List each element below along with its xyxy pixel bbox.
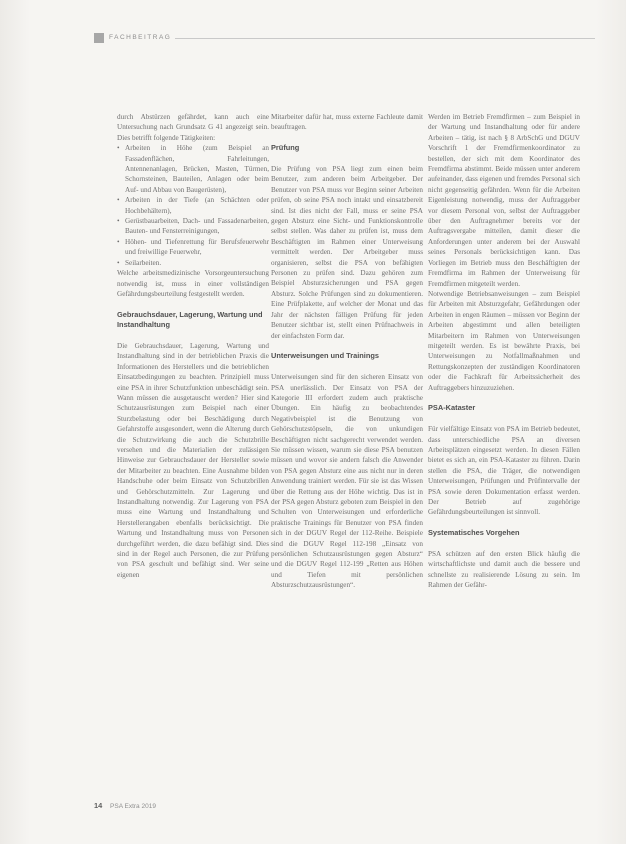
list-item: • Arbeiten in Höhe (zum Beispiel an Fassadenflächen, Fahrleitungen, Antennenanlagen, Brücken, Masten, Türmen, Schornsteinen, Bauteilen, Anlagen oder beim Auf- und Abbau von Baugerüsten),: [125, 143, 269, 195]
column-1: [117, 112, 269, 580]
paragraph: Notwendige Betriebsanweisungen – zum Beispiel für Arbeiten mit Absturzgefahr, Gefährdungen oder Arbeiten in engen Räumen – müssen vor Beginn der Arbeiten abgestimmt und allen beteiligten Mitarbeitern im Rahmen von Unterweisungen mitgeteilt werden. Es ist bewährte Praxis, bei Unterweisungen zu Notfallmaßnahmen und Rettungskonzepten der zuständigen Koordinatoren oder die Fachkraft für Arbeitssicherheit des Auftraggebers hinzuzuziehen.: [428, 289, 580, 392]
paragraph: durch Abstürzen gefährdet, kann auch eine Untersuchung nach Grundsatz G 41 angezeigt sein. Dies betrifft folgende Tätigkeiten:: [117, 113, 269, 142]
section-heading: Gebrauchsdauer, Lagerung, Wartung und Instandhaltung: [117, 309, 263, 330]
bullet-list: [117, 143, 269, 268]
paragraph: Mitarbeiter dafür hat, muss externe Fachleute damit beauftragen.: [271, 113, 423, 132]
section-label: FACHBEITRAG: [109, 34, 172, 41]
paragraph: Welche arbeitsmedizinische Vorsorgeuntersuchung notwendig ist, muss in einer vollständigen Gefährdungsbeurteilung festgestellt werden.: [117, 269, 269, 298]
paragraph: PSA schützen auf den ersten Blick häufig die wirtschaftlichste und damit auch die bessere und schnellste zu realisierende Lösung zu sein. Im Rahmen der Gefähr-: [428, 550, 580, 590]
list-item: • Arbeiten in der Tiefe (an Schächten oder Hochbehältern),: [125, 195, 269, 216]
list-item: • Höhen- und Tiefenrettung für Berufsfeuerwehr und freiwillige Feuerwehr,: [125, 237, 269, 258]
paragraph: Die Prüfung von PSA liegt zum einen beim Benutzer, zum anderen beim Arbeitgeber. Der Benutzer von PSA muss vor Beginn seiner Arbeiten prüfen, ob seine PSA noch intakt und einsatzbereit sind. Ist dies nicht der Fall, muss er seine PSA gegen Absturz eine Sicht- und Funktionskontrolle selbst stellen. Was daher zu prüfen ist, muss dem Beschäftigten im Rahmen einer Unterweisung vermittelt werden. Der Arbeitgeber muss organisieren, selbst die PSA von befähigten Personen zu prüfen sind. Dazu gehören zum Beispiel Absturzsicherungen und PSA gegen Absturz. Solche Prüfungen sind zu dokumentieren. Eine Prüfplakette, auf welcher der Monat und das Jahr der nächsten fälligen Prüfung für jeden Benutzer sichtbar ist, stellt einen Prüfnachweis in der einfachsten Form dar.: [271, 165, 423, 340]
section-marker: [94, 33, 104, 43]
list-item: • Seilarbeiten.: [125, 258, 269, 268]
section-heading: Unterweisungen und Trainings: [271, 351, 379, 361]
paragraph: Für vielfältige Einsatz von PSA im Betrieb bedeutet, dass unterschiedliche PSA an diversen Arbeitsplätzen eingesetzt werden. In diesen Fällen bietet es sich an, ein PSA-Kataster zu führen. Darin stellen die PSA, die Träger, die notwendigen Unterweisungen, Prüfungen und Prüfintervalle der PSA sowie deren Dokumentation erfasst werden. Der Betrieb auf zugehörige Gefährdungsbeurteilungen ist sinnvoll.: [428, 425, 580, 517]
section-heading: PSA-Kataster: [428, 403, 476, 413]
paragraph: Die Gebrauchsdauer, Lagerung, Wartung und Instandhaltung sind in der betrieblichen Praxis die Informationen des Herstellers und die betrieblichen Einsatzbedingungen zu beachten. Prinzipiell muss eine PSA in ihrer Schutzfunktion unbeschädigt sein. Wann müssen die ausgetauscht werden? Hier sind Schutzausrüstungen zum Beispiel nach einer Sturzbelastung oder bei Beschädigung durch Gefahrstoffe ausgesondert, wenn die Alterung durch die Schutzwirkung die auch die Schutzbrille versehen und die Materialien der zulässigen Hinweise zur Gebrauchsdauer der Hersteller sowie der Mitarbeiter zu beachten. Eine Ausnahme bilden Handschuhe oder beim Einsatz von Schutzbrillen und Gehörschutzmitteln. Zur Lagerung und Instandhaltung notwendig. Zur Lagerung von PSA muss eine Wartung und Instandhaltung und Herstellerangaben ebenfalls berücksichtigt. Die Wartung und Instandhaltung muss von Personen durchgeführt werden, die dazu befähigt sind. Dies sind in der Regel auch Personen, die zur Prüfung von PSA geschult und befähigt sind. Wer seine eigenen: [117, 341, 269, 579]
column-2: [271, 112, 423, 591]
header-rule: [175, 38, 595, 39]
page-footer: [94, 801, 156, 810]
paragraph: Werden im Betrieb Fremdfirmen – zum Beispiel in der Wartung und Instandhaltung oder für andere Arbeiten – tätig, ist nach § 8 ArbSchG und DGUV Vorschrift 1 der Fremdfirmenkoordinator zu bestellen, der sich mit dem Koordinator des Fremdfirma abstimmt. Beide müssen unter anderem aufeinander, dass eigenen und fremdes Personal sich nicht gegenseitig gefährden. Wenn für die Arbeiten Eigenleistung notwendig, muss der Auftraggeber vor diesem Personal von, selbst der Auftraggeber über den Auftragnehmer bereits vor der Auftragsvergabe mitteilen, damit dieser die Anforderungen unter anderem bei der Auswahl seines Personals berücksichtigen kann. Das Vorliegen im Betrieb muss den Beschäftigten der Fremdfirma im Rahmen der Unterweisung für Fremdfirmen mitgeteilt werden.: [428, 113, 580, 288]
list-item: • Gerüstbauarbeiten, Dach- und Fassadenarbeiten, Bauten- und Fensterreinigungen,: [125, 216, 269, 237]
paragraph: Unterweisungen sind für den sicheren Einsatz von PSA unerlässlich. Der Einsatz von PSA der Kategorie III erfordert zudem auch praktische Übungen. Ein häufig zu beobachtendes Negativbeispiel ist die Benutzung von Gehörschutzstöpseln, die von unkundigen Beschäftigten nicht sachgerecht verwendet werden. Sie müssen wissen, warum sie diese PSA benutzen müssen und wovor sie andern falsch die Anwender von PSA gegen Absturz eine aus nicht nur in deren Anwendung trainiert werden. Für sie ist das Wissen über die Rettung aus der Höhe wichtig. Das ist in der PSA gegen Absturz geboten zum Beispiel in den Schulten von Unterweisungen und erforderliche praktische Trainings für Benutzer von PSA finden sich in der DGUV Regel der 112-Reihe. Beispiele sind die DGUV Regel 112-198 „Einsatz von persönlichen Schutzausrüstungen gegen Absturz“ und die DGUV Regel 112-199 „Retten aus Höhen und Tiefen mit persönlichen Absturzschutzausrüstungen“.: [271, 373, 423, 590]
page-number: 14: [94, 801, 103, 810]
section-heading: Systematisches Vorgehen: [428, 528, 520, 538]
column-3: [428, 112, 580, 591]
section-heading: Prüfung: [271, 143, 300, 153]
issue-label: PSA Extra 2019: [110, 803, 156, 810]
